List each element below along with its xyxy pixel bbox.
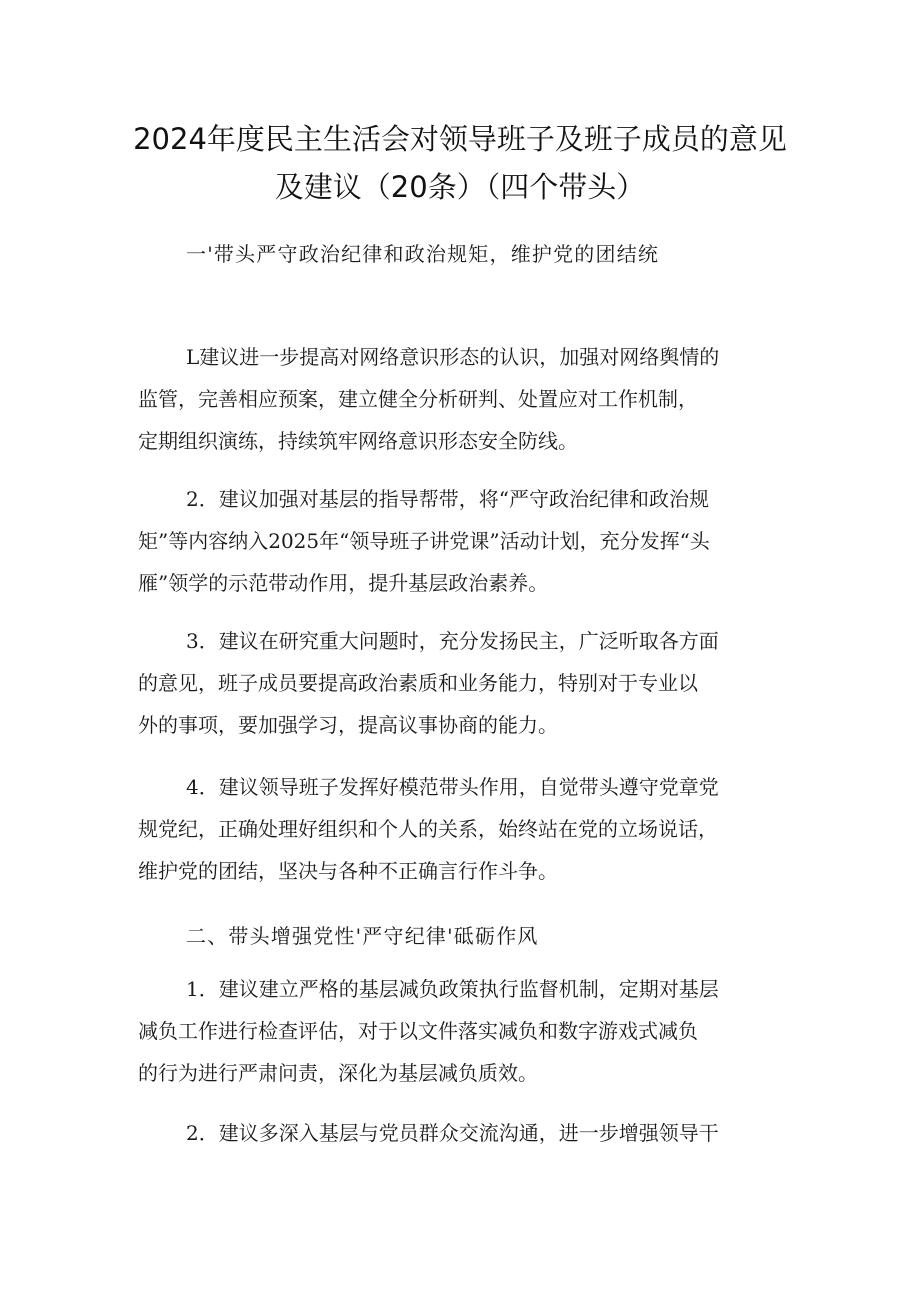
paragraph-line: 雁”领学的示范带动作用，提升基层政治素养。 <box>138 571 549 595</box>
paragraph-line: 1．建议建立严格的基层减负政策执行监督机制，定期对基层 <box>186 977 719 1001</box>
section-heading-1: 一'带头严守政治纪律和政治规矩，维护党的团结统 <box>186 242 660 266</box>
paragraph <box>138 478 798 604</box>
paragraph-line: 定期组织演练，持续筑牢网络意识形态安全防线。 <box>138 429 578 453</box>
paragraph <box>138 1112 798 1154</box>
paragraph-line: 的意见，班子成员要提高政治素质和业务能力，特别对于专业以 <box>138 671 698 695</box>
paragraph-line: 规党纪，正确处理好组织和个人的关系，始终站在党的立场说话， <box>138 817 718 841</box>
paragraph-line: 矩”等内容纳入2025年“领导班子讲党课”活动计划，充分发挥“头 <box>138 529 710 553</box>
paragraph-line: L建议进一步提高对网络意识形态的认识，加强对网络舆情的 <box>186 345 720 369</box>
paragraph-line: 减负工作进行检查评估，对于以文件落实减负和数字游戏式减负 <box>138 1019 698 1043</box>
document-title-line-2: 及建议（20条）（四个带头） <box>274 170 646 204</box>
paragraph <box>138 620 798 746</box>
paragraph-line: 2．建议多深入基层与党员群众交流沟通，进一步增强领导干 <box>186 1121 719 1145</box>
paragraph <box>138 336 798 462</box>
paragraph-line: 外的事项，要加强学习，提高议事协商的能力。 <box>138 713 558 737</box>
paragraph-line: 2．建议加强对基层的指导帮带，将“严守政治纪律和政治规 <box>186 487 709 511</box>
paragraph <box>138 968 798 1094</box>
paragraph-line: 监管，完善相应预案，建立健全分析研判、处置应对工作机制， <box>138 387 698 411</box>
paragraph <box>138 766 798 892</box>
paragraph-line: 3．建议在研究重大问题时，充分发扬民主，广泛听取各方面 <box>186 629 719 653</box>
paragraph-line: 4．建议领导班子发挥好模范带头作用，自觉带头遵守党章党 <box>186 775 719 799</box>
paragraph-line: 的行为进行严肃问责，深化为基层减负质效。 <box>138 1061 538 1085</box>
section-heading-2: 二、带头增强党性'严守纪律'砥砺作风 <box>186 924 539 948</box>
document-title-line-1: 2024年度民主生活会对领导班子及班子成员的意见 <box>133 122 787 156</box>
paragraph-line: 维护党的团结，坚决与各种不正确言行作斗争。 <box>138 859 558 883</box>
